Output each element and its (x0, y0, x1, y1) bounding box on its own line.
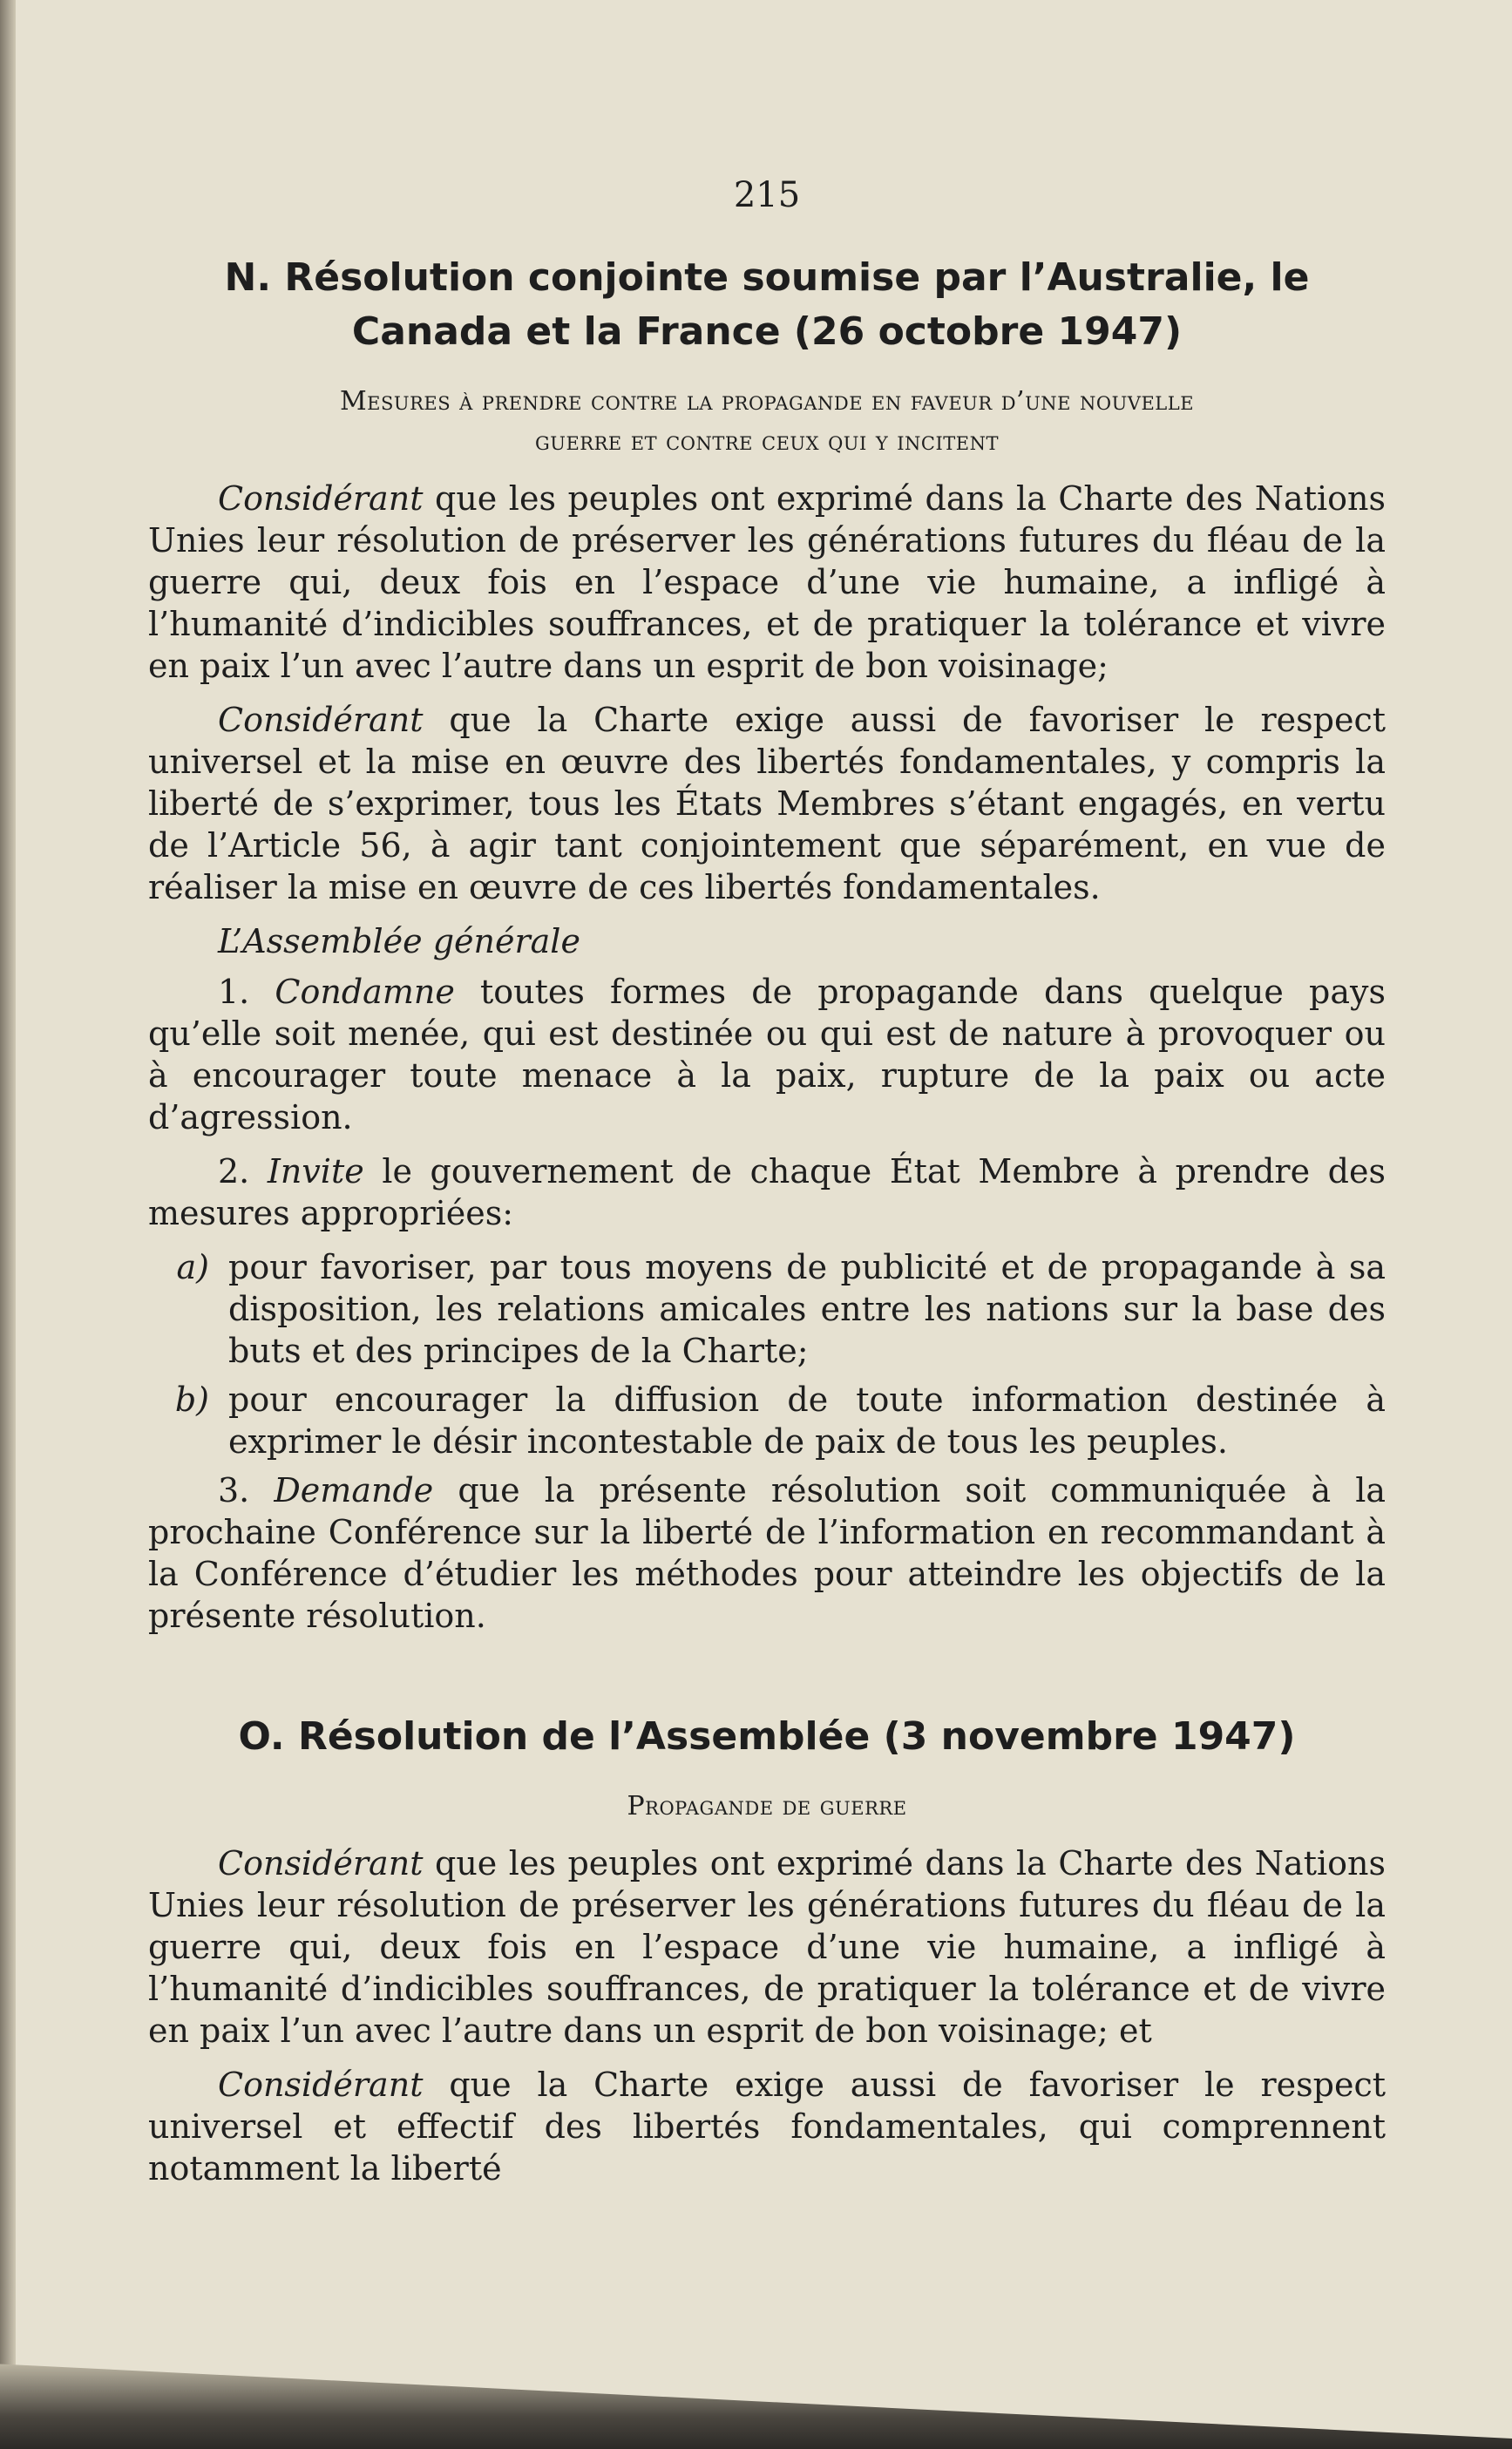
item-number: 2. (218, 1152, 268, 1191)
section-n-subtitle-line2: guerre et contre ceux qui y incitent (535, 426, 999, 457)
assembly-heading: L’Assemblée générale (218, 922, 580, 960)
section-o-title: O. Résolution de l’Assemblée (3 novembre 1947) (238, 1714, 1296, 1759)
item-text: le gouvernement de chaque État Membre à prendre des mesures appropriées: (148, 1152, 1386, 1232)
item-text: que la présente résolution soit communiquée à la prochaine Conférence sur la liberté de l’information en recommandant à la Conférence d’étudier les méthodes pour atteindre les objectifs de la présente résolution. (148, 1471, 1386, 1635)
section-o-subtitle: Propagande de guerre (627, 1791, 907, 1821)
section-o-paragraph-2 (148, 2064, 1386, 2189)
paragraph-text: que la Charte exige aussi de favoriser le respect universel et la mise en œuvre des libertés fondamentales, y compris la liberté de s’exprimer, tous les États Membres s’étant engagés, en vertu de l’Article 56, à agir tant conjointement que séparément, en vue de réaliser la mise en œuvre de ces libertés fondamentales. (148, 701, 1386, 906)
section-n-subtitle-line1: Mesures à prendre contre la propagande en faveur d’une nouvelle (339, 386, 1195, 417)
sub-item-b (148, 1379, 1386, 1462)
lead-word: Demande (274, 1471, 434, 1509)
section-n-paragraph-2 (148, 699, 1386, 908)
resolution-item-3 (148, 1469, 1386, 1637)
scan-shadow (0, 2318, 1512, 2449)
page-number: 215 (733, 175, 801, 215)
resolution-item-1 (148, 971, 1386, 1138)
paragraph-text: que les peuples ont exprimé dans la Charte des Nations Unies leur résolution de préserver les générations futures du fléau de la guerre qui, deux fois en l’espace d’une vie humaine, a infligé à l’humanité d’indicibles souffrances, et de pratiquer la tolérance et vivre en paix l’un avec l’autre dans un esprit de bon voisinage; (148, 479, 1386, 685)
section-n-title: N. Résolution conjointe soumise par l’Australie, le Canada et la France (26 octobre 1947) (224, 255, 1310, 354)
sub-item-letter: b) (174, 1381, 209, 1419)
sub-item-a (148, 1246, 1386, 1372)
sub-item-text: pour encourager la diffusion de toute information destinée à exprimer le désir incontestable de paix de tous les peuples. (228, 1381, 1386, 1461)
lead-word: Condamne (275, 973, 455, 1011)
page-binding-shadow (0, 0, 16, 2449)
section-n-paragraph-1 (148, 478, 1386, 687)
paragraph-text: que la Charte exige aussi de favoriser le respect universel et effectif des libertés fondamentales, qui comprennent notamment la liberté (148, 2066, 1386, 2188)
sub-item-letter: a) (176, 1248, 209, 1286)
paragraph-text: que les peuples ont exprimé dans la Charte des Nations Unies leur résolution de préserver les générations futures du fléau de la guerre qui, deux fois en l’espace d’une vie humaine, a infligé à l’humanité d’indicibles souffrances, de pratiquer la tolérance et de vivre en paix l’un avec l’autre dans un esprit de bon voisinage; et (148, 1844, 1386, 2050)
lead-word: Considérant (218, 2066, 424, 2104)
lead-word: Considérant (218, 701, 424, 739)
sub-item-text: pour favoriser, par tous moyens de publicité et de propagande à sa disposition, les relations amicales entre les nations sur la base des buts et des principes de la Charte; (228, 1248, 1386, 1370)
section-n-subtitle (148, 382, 1386, 462)
section-spacer (148, 1649, 1386, 1710)
item-number: 3. (218, 1471, 275, 1509)
lead-word: Invite (267, 1152, 364, 1191)
lead-word: Considérant (218, 1844, 424, 1883)
section-o-paragraph-1 (148, 1842, 1386, 2052)
resolution-item-2 (148, 1150, 1386, 1234)
item-text: toutes formes de propagande dans quelque pays qu’elle soit menée, qui est destinée ou qui est de nature à provoquer ou à encourager toute menace à la paix, rupture de la paix ou acte d’agression. (148, 973, 1386, 1136)
page-content (148, 174, 1386, 2201)
lead-word: Considérant (218, 479, 424, 518)
item-number: 1. (218, 973, 275, 1011)
